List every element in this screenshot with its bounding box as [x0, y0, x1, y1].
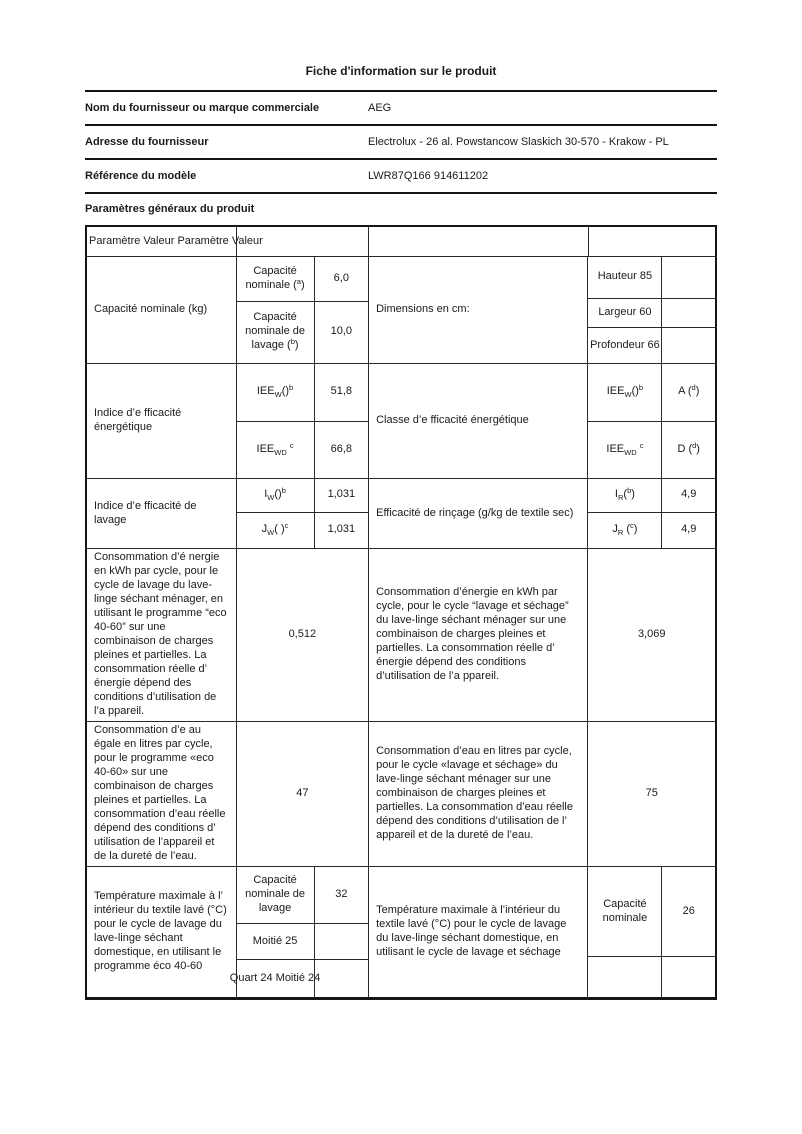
- dimensions-param-cell: [369, 257, 588, 363]
- model-reference-value: LWR87Q166 914611202: [368, 170, 489, 182]
- washdry-index-symbol: $J_W$( )$^c$: [237, 513, 315, 548]
- capacity-nominal-label: Capacité nominale ($^a$): [237, 257, 315, 301]
- dimension-height: Hauteur 85: [588, 257, 662, 298]
- temp-half-load-empty: [315, 924, 369, 959]
- capacity-param-cell: [87, 257, 237, 363]
- rinsing-param-label: Efficacité de rinçage (g/kg de textile sec): [376, 506, 574, 519]
- max-temperature-row: [87, 867, 715, 997]
- energy-consumption-wash-text: Consommation d’é nergie en kWh par cycle, pour le cycle de lavage du lave- linge séchant ménager, en utilisant le programme “eco 40-60” sur une combinaison de charges pleines et partielles. La consommation réelle d’ énergie dépend des conditions d’utilisation de l’a ppareil.: [94, 551, 227, 717]
- supplier-row: [85, 90, 717, 124]
- eei-washdry-subrow: [237, 422, 369, 479]
- capacity-row: [87, 257, 715, 364]
- wash-index-value: 1,031: [327, 488, 356, 501]
- dimensions-subtable: [588, 257, 715, 363]
- temp-quarter-load-label: Quart 24 Moitié 24: [237, 960, 315, 997]
- page-title: Fiche d'information sur le produit: [305, 64, 497, 78]
- dimension-height-subrow: [588, 257, 715, 299]
- energy-consumption-wash-value: 0,512: [237, 549, 370, 721]
- eei-washdry-symbol: $IEE_{WD}$ $^c$: [237, 422, 315, 479]
- model-reference-row: [85, 158, 717, 192]
- dimension-depth: Profondeur 66: [588, 328, 662, 363]
- table-header-row: [87, 227, 715, 257]
- energy-class-washdry-symbol: $IEE_{WD}$ $^c$: [588, 422, 662, 479]
- header-cell-empty-3: [589, 227, 715, 256]
- document-content: [85, 64, 717, 1000]
- max-temperature-right-subtable: [588, 867, 715, 997]
- temp-right-empty-subrow: [588, 957, 715, 997]
- rinse-washdry-subrow: [588, 513, 715, 548]
- temp-right-empty-value: [662, 957, 715, 997]
- temp-right-empty-label: [588, 957, 662, 997]
- model-reference-label: Référence du modèle: [85, 170, 197, 182]
- capacity-wash-subrow: [237, 302, 369, 363]
- max-temperature-washdry-cell: [369, 867, 588, 997]
- header-cell-empty-2: [369, 227, 588, 256]
- section-heading-general-parameters: Paramètres généraux du produit: [85, 203, 255, 215]
- energy-class-wash-value: A ($^d$): [678, 383, 700, 398]
- energy-class-param-label: Classe d’e fficacité énergétique: [376, 414, 529, 427]
- supplier-value: AEG: [368, 102, 392, 114]
- eei-wash-value: 51,8: [330, 385, 353, 398]
- max-temperature-subtable: [229, 867, 370, 997]
- energy-class-washdry-value: D ($^d$): [677, 440, 700, 455]
- energy-class-subtable: [588, 364, 715, 478]
- water-consumption-washdry-value: 75: [645, 787, 658, 800]
- address-label: Adresse du fournisseur: [85, 136, 209, 148]
- capacity-nominal-value: 6,0: [333, 271, 349, 284]
- header-cell-parametre-valeur: [87, 227, 263, 256]
- rinsing-param-cell: [369, 479, 588, 548]
- dimension-height-empty: [662, 257, 715, 298]
- max-temperature-wash-text: Température maximale à l’ intérieur du textile lavé (°C) pour le cycle de lavage du lave-linge séchant domestique, en utilisant le programme éco 40-60: [94, 890, 227, 972]
- parameters-table: [85, 225, 717, 1000]
- wash-index-subrow: [237, 479, 369, 513]
- washdry-index-value: 1,031: [327, 523, 356, 536]
- eei-wash-subrow: [237, 364, 369, 422]
- address-value: Electrolux - 26 al. Powstancow Slaskich 30-570 - Krakow - PL: [368, 136, 669, 148]
- max-temperature-washdry-text: Température maximale à l’intérieur du textile lavé (°C) pour le cycle de lavage du lave-linge séchant domestique, en utilisant le cycle de lavage et séchage: [376, 904, 567, 958]
- max-temperature-wash-cell: [87, 867, 237, 997]
- water-consumption-row: [87, 722, 715, 867]
- water-consumption-washdry-cell: [369, 722, 588, 866]
- eei-subtable: [237, 364, 370, 478]
- energy-class-washdry-subrow: [588, 422, 715, 479]
- washing-efficiency-param-label: Indice d’e fficacité de lavage: [94, 499, 197, 526]
- temp-rated-capacity-right-label: Capacité nominale: [588, 867, 662, 956]
- eei-washdry-value: 66,8: [330, 442, 353, 455]
- rinse-washdry-symbol: $J_R$ ($^c$): [588, 513, 662, 548]
- water-consumption-wash-cell: [87, 722, 237, 866]
- dimensions-param-label: Dimensions en cm:: [376, 303, 470, 316]
- temp-quarter-load-empty: [315, 960, 369, 997]
- washing-efficiency-row: [87, 479, 715, 549]
- energy-class-wash-subrow: [588, 364, 715, 422]
- rinse-washdry-value: 4,9: [681, 523, 697, 536]
- washing-efficiency-param-cell: [87, 479, 237, 548]
- capacity-wash-label: Capacité nominale de lavage ($^b$): [237, 302, 315, 363]
- energy-efficiency-index-row: [87, 364, 715, 479]
- washdry-index-subrow: [237, 513, 369, 548]
- address-row: [85, 124, 717, 158]
- dimension-depth-empty: [662, 328, 715, 363]
- temp-half-load-label: Moitié 25: [237, 924, 315, 959]
- energy-consumption-washdry-value: 3,069: [637, 628, 666, 641]
- capacity-param-label: Capacité nominale (kg): [94, 303, 208, 316]
- eei-param-cell: [87, 364, 237, 478]
- capacity-nominal-subrow: [237, 257, 369, 302]
- eei-wash-symbol: $IEE_W()^b$: [237, 364, 315, 421]
- wash-index-symbol: $I_W()^b$: [237, 479, 315, 512]
- temp-half-load-subrow: [237, 924, 369, 960]
- supplier-label: Nom du fournisseur ou marque commerciale: [85, 102, 320, 114]
- energy-class-param-cell: [369, 364, 588, 478]
- temp-rated-capacity-subrow: [237, 867, 369, 924]
- energy-consumption-washdry-cell: [369, 549, 588, 721]
- rinse-wash-value: 4,9: [681, 488, 697, 501]
- washing-efficiency-subtable: [237, 479, 370, 548]
- header-cell-empty-1: [237, 227, 369, 256]
- energy-consumption-row: [87, 549, 715, 722]
- rinse-wash-subrow: [588, 479, 715, 513]
- rinsing-subtable: [588, 479, 715, 548]
- water-consumption-washdry-text: Consommation d’eau en litres par cycle, pour le cycle «lavage et séchage» du lave-linge séchant ménager sur une combinaison de charges pleines et partielles. La consommation d’eau réelle dépend des conditions d’utilisation de l’ appareil et de la dureté de l’eau.: [376, 745, 573, 841]
- header-text: Paramètre Valeur Paramètre Valeur: [89, 234, 263, 247]
- water-consumption-wash-value: 47: [237, 722, 370, 866]
- capacity-wash-value: 10,0: [330, 325, 353, 338]
- dimension-width: Largeur 60: [588, 299, 662, 328]
- temp-rated-capacity-label: Capacité nominale de lavage: [237, 867, 315, 923]
- water-consumption-wash-text: Consommation d’e au égale en litres par cycle, pour le programme «eco 40-60» sur une combinaison de charges pleines et partielles. La consommation d’eau réelle dépend des conditions d’ utilisation de l’appareil et de la dureté de l’eau.: [94, 724, 226, 862]
- dimension-width-subrow: [588, 299, 715, 329]
- rinse-wash-symbol: $I_R(^b)$: [588, 479, 662, 512]
- temp-quarter-load-subrow: [229, 960, 369, 997]
- energy-consumption-wash-cell: [87, 549, 237, 721]
- eei-param-label: Indice d’e fficacité énergétique: [94, 407, 182, 433]
- temp-rated-capacity-right-value: 26: [682, 904, 695, 917]
- energy-consumption-washdry-text: Consommation d’énergie en kWh par cycle, pour le cycle “lavage et séchage” du lave-linge séchant ménager sur une combinaison de charges pleines et partielles. La consommation réelle d’ énergie dépend des conditions d’utilisation de l’a ppareil.: [376, 586, 569, 682]
- capacity-subtable: [237, 257, 370, 363]
- dimension-depth-subrow: [588, 328, 715, 363]
- temp-rated-capacity-right-subrow: [588, 867, 715, 957]
- energy-class-wash-symbol: $IEE_W()^b$: [588, 364, 662, 421]
- temp-rated-capacity-value: 32: [335, 888, 348, 901]
- dimension-width-empty: [662, 299, 715, 328]
